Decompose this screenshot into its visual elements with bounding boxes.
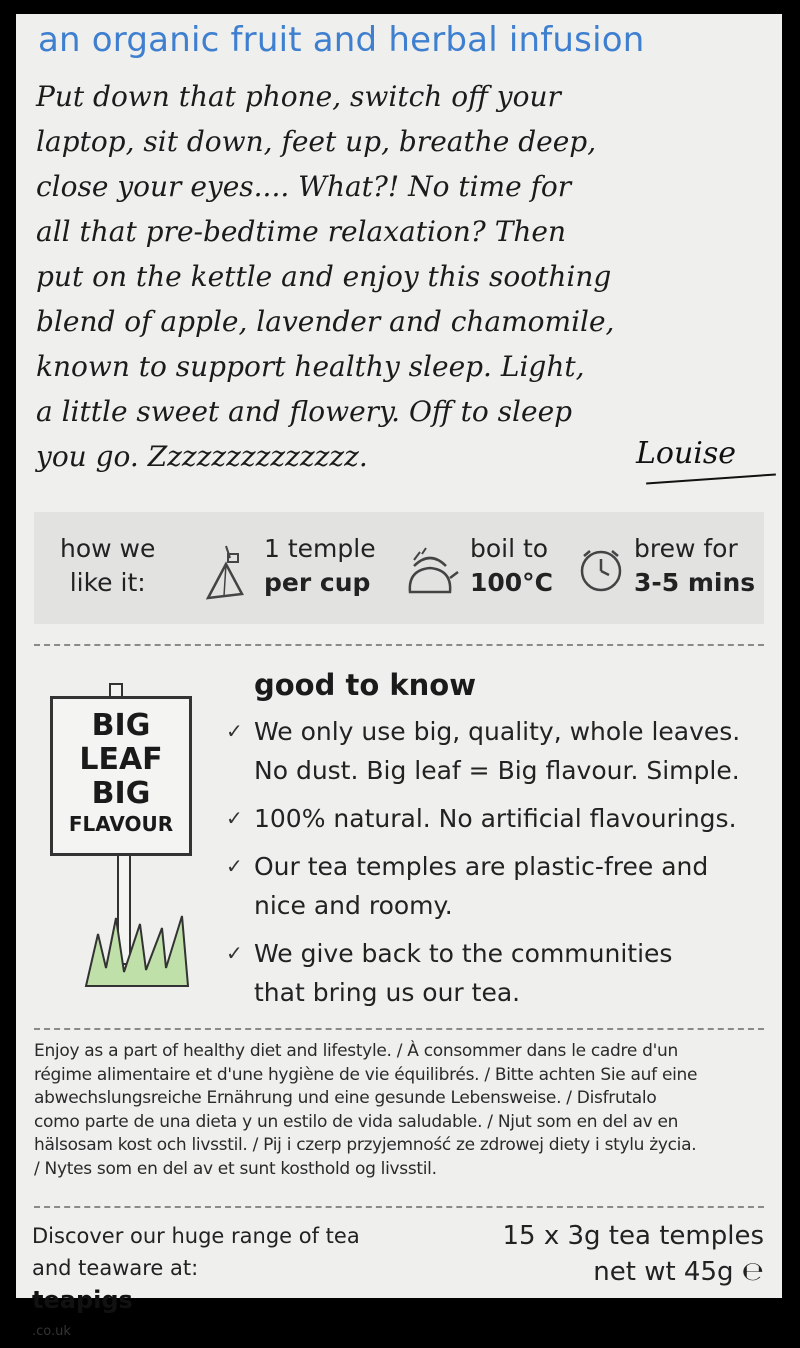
discover-note: [32, 1220, 360, 1348]
brew-line: brew for: [634, 534, 738, 563]
brand-domain: .co.uk: [32, 1324, 71, 1339]
legal-line: / Nytes som en del av et sunt kosthold og livsstil.: [34, 1158, 437, 1179]
pack-count: 15 x 3g tea temples: [502, 1221, 764, 1251]
sign-line: BIG: [91, 708, 151, 743]
multilingual-health-notice: [34, 1040, 774, 1181]
brew-time: [634, 532, 755, 600]
tea-temple-icon: [202, 542, 250, 612]
divider: [34, 1206, 764, 1208]
item-line: We give back to the communities: [254, 939, 673, 968]
check-icon: ✓: [226, 854, 243, 878]
temple-line: per cup: [264, 568, 371, 597]
story-line: blend of apple, lavender and chamomile,: [36, 305, 615, 338]
item-line: Our tea temples are plastic-free and: [254, 852, 709, 881]
story-line: known to support healthy sleep. Light,: [36, 350, 585, 383]
label-line: like it:: [69, 568, 146, 597]
discover-text: and teaware at:: [32, 1256, 199, 1280]
legal-line: hälsosam kost och livsstil. / Pij i czerp przyjemność ze zdrowej diety i stylu życia.: [34, 1135, 697, 1155]
boil-line: boil to: [470, 534, 549, 563]
check-icon: ✓: [226, 719, 243, 743]
temple-line: 1 temple: [264, 534, 376, 563]
handwritten-story: [36, 74, 776, 479]
check-icon: ✓: [226, 941, 243, 965]
pack-contents: [503, 1218, 765, 1290]
temple-per-cup: [264, 532, 376, 600]
good-to-know-list: [226, 712, 740, 1021]
story-line: a little sweet and flowery. Off to sleep: [36, 395, 573, 428]
item-line: that bring us our tea.: [254, 978, 521, 1007]
legal-line: como parte de una dieta y un estilo de vida saludable. / Njut som en del av en: [34, 1111, 679, 1132]
discover-line: [32, 1252, 360, 1348]
boil-line: 100°C: [470, 568, 554, 597]
sign-line: BIG: [91, 776, 151, 811]
how-we-like-it-band: [34, 512, 764, 624]
kettle-icon: [400, 542, 460, 602]
item-line: No dust. Big leaf = Big flavour. Simple.: [254, 756, 740, 785]
discover-line: Discover our huge range of tea: [32, 1224, 360, 1248]
story-line: laptop, sit down, feet up, breathe deep,: [36, 125, 597, 158]
clock-icon: [576, 546, 626, 596]
boil-temperature: [470, 532, 553, 600]
list-item: [226, 712, 740, 790]
brand-logo: teapigs: [32, 1286, 133, 1314]
list-item: [226, 934, 740, 1012]
list-item: [226, 847, 740, 925]
item-line: We only use big, quality, whole leaves.: [254, 717, 741, 746]
story-line: close your eyes.... What?! No time for: [36, 170, 572, 203]
story-line: put on the kettle and enjoy this soothing: [36, 260, 612, 293]
good-to-know-heading: good to know: [254, 668, 476, 702]
item-line: 100% natural. No artificial flavourings.: [254, 804, 737, 833]
check-icon: ✓: [226, 806, 243, 830]
how-we-like-it-label: [60, 532, 155, 600]
sign-line: FLAVOUR: [68, 812, 174, 836]
story-line: all that pre-bedtime relaxation? Then: [36, 215, 567, 248]
product-subtitle: an organic fruit and herbal infusion: [38, 20, 645, 60]
legal-line: Enjoy as a part of healthy diet and lifestyle. / À consommer dans le cadre d'un: [34, 1041, 678, 1061]
signature: Louise: [636, 436, 737, 471]
legal-line: abwechslungsreiche Ernährung und eine gesunde Lebensweise. / Disfrutalo: [34, 1088, 657, 1108]
divider: [34, 644, 764, 646]
item-line: nice and roomy.: [254, 891, 453, 920]
sign-line: LEAF: [79, 742, 163, 777]
net-weight: net wt 45g ℮: [593, 1257, 764, 1287]
tea-box-back-panel: [16, 14, 782, 1339]
big-leaf-sign: [50, 696, 192, 856]
story-line: you go. Zzzzzzzzzzzzzz.: [36, 440, 368, 473]
label-line: how we: [60, 534, 156, 563]
list-item: [226, 799, 740, 838]
brew-line: 3-5 mins: [634, 568, 756, 597]
legal-line: régime alimentaire et d'une hygiène de vie équilibrés. / Bitte achten Sie auf eine: [34, 1064, 698, 1085]
divider: [34, 1028, 764, 1030]
story-line: Put down that phone, switch off your: [36, 80, 561, 113]
